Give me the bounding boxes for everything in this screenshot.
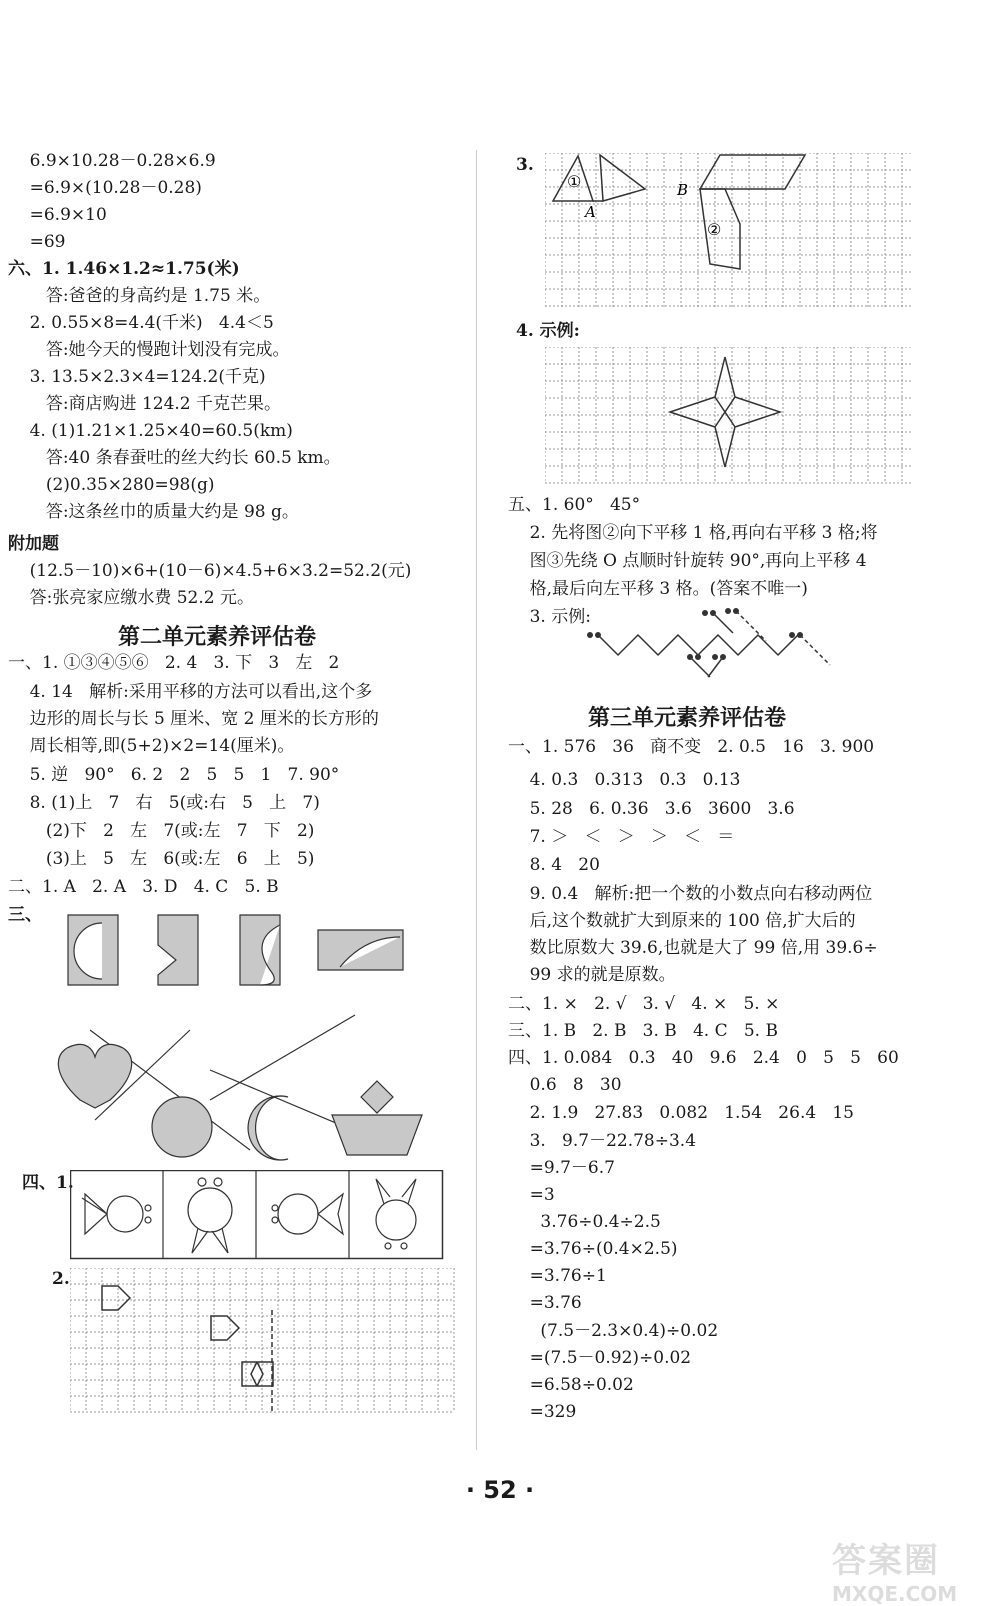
text-line: 二、1. × 2. √ 3. √ 4. × 5. × (508, 994, 780, 1014)
text-line: 3. 示例: (508, 607, 591, 627)
question-label: 四、1. (22, 1173, 74, 1193)
text-line: 3.76÷0.4÷2.5 (508, 1212, 661, 1232)
circle-label-2: ② (707, 220, 722, 239)
shape-circle (152, 1097, 212, 1157)
text-line: 答:张亮家应缴水费 52.2 元。 (8, 588, 255, 608)
text-line: 4. (1)1.21×1.25×40=60.5(km) (8, 421, 293, 441)
text-line: 格,最后向左平移 3 格。(答案不唯一) (508, 579, 808, 599)
section-heading: 附加题 (8, 534, 59, 554)
text-line: (2)下 2 左 7(或:左 7 下 2) (8, 821, 315, 841)
matching-figure (40, 905, 440, 1165)
text-line: =6.9×10 (8, 205, 107, 225)
shape-zigzag-block (158, 915, 198, 985)
text-line: 答:这条丝巾的质量大约是 98 g。 (8, 502, 299, 522)
text-line: 5. 28 6. 0.36 3.6 3600 3.6 (508, 799, 795, 819)
text-line: 9. 0.4 解析:把一个数的小数点向右移动两位 (508, 884, 873, 904)
text-line: 一、1. ①③④⑤⑥ 2. 4 3. 下 3 左 2 (8, 653, 340, 673)
rotation-grid (545, 153, 930, 313)
star-grid (545, 347, 930, 492)
text-line: =6.9×(10.28－0.28) (8, 178, 202, 198)
text-line: 5. 逆 90° 6. 2 2 5 5 1 7. 90° (8, 765, 340, 785)
text-line: 0.6 8 30 (508, 1075, 622, 1095)
text-line: 边形的周长与长 5 厘米、宽 2 厘米的长方形的 (8, 709, 379, 729)
page-number: · 52 · (465, 1476, 535, 1504)
translation-grid (70, 1268, 460, 1418)
text-line: 答:40 条春蚕吐的丝大约长 60.5 km。 (8, 448, 341, 468)
unit3-title: 第三单元素养评估卷 (588, 706, 787, 731)
text-line: 二、1. A 2. A 3. D 4. C 5. B (8, 877, 279, 897)
text-line: 8. 4 20 (508, 855, 600, 875)
text-line: =9.7－6.7 (508, 1158, 615, 1178)
text-line: 4. 0.3̇ 0.313 0.3 0.13̇ (508, 770, 741, 790)
text-line: 2. 1.9 27.83 0.082 1.54 26.4 15 (508, 1103, 855, 1123)
right-column (508, 150, 978, 1440)
question-label: 3. (516, 155, 534, 175)
text-line: 后,这个数就扩大到原来的 100 倍,扩大后的 (508, 911, 856, 931)
watermark (832, 1533, 982, 1606)
question-label: 三、 (8, 905, 42, 925)
text-line: 3. 13.5×2.3×4=124.2(千克) (8, 367, 266, 387)
text-line: (2)0.35×280=98(g) (8, 475, 215, 495)
text-line: 8. (1)上 7 右 5(或:右 5 上 7) (8, 793, 320, 813)
shape-heart (58, 1044, 131, 1108)
text-line: 2. 0.55×8=4.4(千米) 4.4＜5 (8, 313, 274, 333)
text-line: 五、1. 60° 45° (508, 495, 641, 515)
text-line: =329 (508, 1402, 577, 1422)
zigzag-example (580, 605, 840, 685)
shape-trapezoid (332, 1115, 422, 1155)
question-label: 4. 示例: (516, 321, 580, 341)
shape-diamond (361, 1081, 393, 1113)
watermark-en: MXQE.COM (832, 1582, 958, 1606)
text-line: 6.9×10.28－0.28×6.9 (8, 151, 216, 171)
unit2-title: 第二单元素养评估卷 (118, 625, 317, 650)
text-line: (3)上 5 左 6(或:左 6 上 5) (8, 849, 315, 869)
watermark-cn: 答案圈 (832, 1541, 940, 1581)
text-line: 4. 14 解析:采用平移的方法可以看出,这个多 (8, 682, 373, 702)
text-line: 周长相等,即(5+2)×2=14(厘米)。 (8, 736, 295, 756)
text-line: 图③先绕 O 点顺时针旋转 90°,再向上平移 4 (508, 551, 867, 571)
text-line: =(7.5－0.92)÷0.02 (508, 1348, 692, 1368)
shape-crescent (248, 1096, 288, 1160)
text-line: =6.58÷0.02 (508, 1375, 634, 1395)
text-line: =69 (8, 232, 66, 252)
text-line: 2. 先将图②向下平移 1 格,再向右平移 3 格;将 (508, 523, 878, 543)
text-line: 三、1. B 2. B 3. B 4. C 5. B (508, 1021, 778, 1041)
text-line: 六、1. 1.46×1.2≈1.75(米) (8, 259, 240, 279)
text-line: 四、1. 0.084 0.3 40 9.6 2.4 0 5 5 60 (508, 1048, 899, 1068)
text-line: (12.5－10)×6+(10－6)×4.5+6×3.2=52.2(元) (8, 561, 412, 581)
text-line: 答:她今天的慢跑计划没有完成。 (8, 340, 290, 360)
text-line: 99 求的就是原数。 (508, 965, 676, 985)
point-label-b: B (677, 181, 689, 199)
point-label-a: A (585, 203, 596, 221)
question-label: 2. (52, 1269, 70, 1289)
text-line: =3.76÷(0.4×2.5) (508, 1239, 678, 1259)
text-line: =3.76÷1 (508, 1266, 607, 1286)
text-line: 数比原数大 39.6,也就是大了 99 倍,用 39.6÷ (508, 938, 878, 958)
text-line: 答:爸爸的身高约是 1.75 米。 (8, 286, 271, 306)
text-line: =3.76 (508, 1293, 582, 1313)
text-line: 答:商店购进 124.2 千克芒果。 (8, 394, 282, 414)
text-line: (7.5－2.3×0.4)÷0.02 (508, 1321, 719, 1341)
symmetry-drawings (70, 1170, 445, 1260)
shape-s-block (240, 915, 280, 985)
circle-label-1: ① (567, 172, 582, 191)
text-line: =3 (508, 1185, 555, 1205)
text-line: 7. ＞ ＜ ＞ ＞ ＜ ＝ (508, 827, 735, 847)
text-line: 3. 9.7－22.78÷3.4 (508, 1131, 697, 1151)
text-line: 一、1. 576 36 商不变 2. 0.5 16 3. 900 (508, 737, 875, 757)
